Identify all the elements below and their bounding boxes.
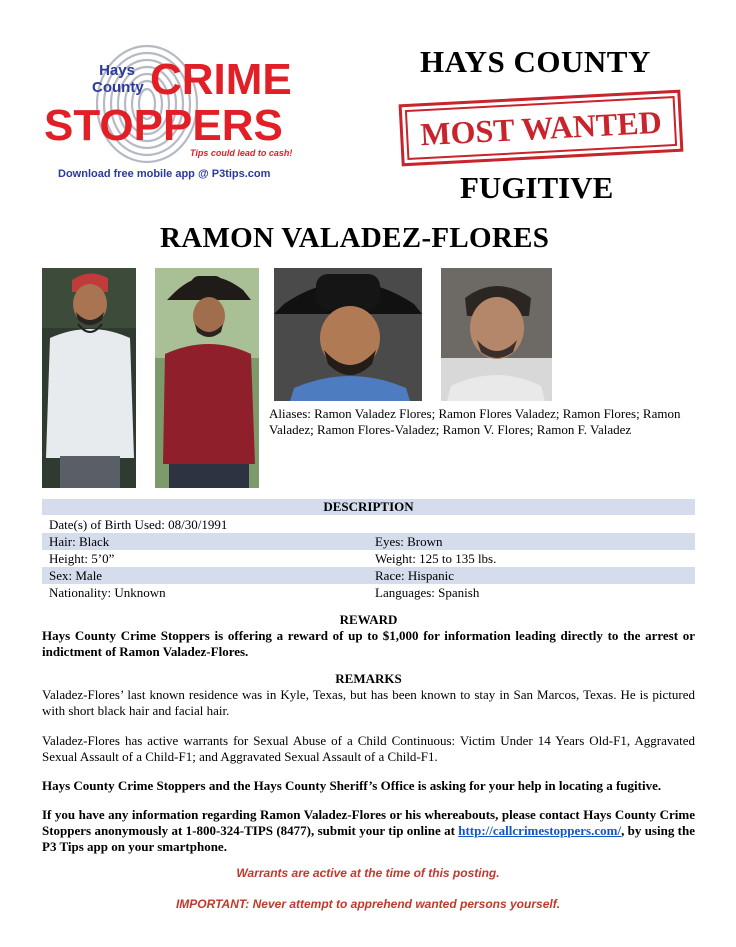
tip-website-link[interactable]: http://callcrimestoppers.com/ (458, 823, 622, 838)
height-value: Height: 5’0” (49, 551, 115, 566)
logo-crime: CRIME (150, 55, 292, 104)
sex-value: Sex: Male (49, 568, 103, 583)
eyes-value: Eyes: Brown (375, 534, 443, 549)
most-wanted-stamp (399, 90, 684, 167)
description-title: DESCRIPTION (42, 499, 695, 515)
reward-title: REWARD (339, 612, 398, 627)
description-table (42, 499, 695, 601)
suspect-photo-2 (155, 268, 259, 488)
logo-stoppers: STOPPERS (44, 101, 283, 150)
logo-download-text: Download free mobile app @ P3tips.com (58, 168, 271, 180)
remarks-paragraph-3: Hays County Crime Stoppers and the Hays County Sheriff’s Office is asking for your help in locating a fugitive. (42, 778, 662, 793)
table-row (42, 516, 695, 533)
reward-section (42, 612, 695, 660)
remarks-paragraph-2: Valadez-Flores has active warrants for Sexual Abuse of a Child Continuous: Victim Under 14 Years Old-F1, Aggravated Sexual Assault of a Child-F1; and Aggravated Sexual Assault of a Child-F1. (42, 733, 695, 764)
logo-tagline: Tips could lead to cash! (190, 148, 293, 158)
aliases-text: Aliases: Ramon Valadez Flores; Ramon Flores Valadez; Ramon Flores; Ramon Valadez; Ramon Flores-Valadez; Ramon V. Flores; Ramon F. Valadez (269, 406, 681, 437)
fugitive-heading: FUGITIVE (460, 170, 614, 205)
suspect-photo-3 (274, 268, 422, 401)
contact-text-end: , by using the P3 Tips app on your smartphone. (42, 823, 695, 854)
languages-value: Languages: Spanish (375, 585, 480, 600)
important-note: IMPORTANT: Never attempt to apprehend wanted persons yourself. (175, 897, 561, 911)
weight-value: Weight: 125 to 135 lbs. (375, 551, 497, 566)
suspect-photo-1 (42, 268, 136, 488)
table-row (42, 533, 695, 550)
crime-stoppers-logo (40, 42, 330, 187)
county-heading: HAYS COUNTY (420, 44, 651, 79)
table-row (42, 584, 695, 601)
remarks-paragraph-1: Valadez-Flores’ last known residence was in Kyle, Texas, but has been known to stay in San Marcos, Texas. He is pictured with short black hair and facial hair. (42, 687, 695, 718)
dob-value: Date(s) of Birth Used: 08/30/1991 (49, 517, 228, 532)
race-value: Race: Hispanic (375, 568, 455, 583)
logo-hays-county: Hays County (92, 62, 144, 96)
remarks-paragraph-4 (42, 807, 695, 855)
fugitive-name: RAMON VALADEZ-FLORES (160, 222, 550, 254)
contact-text: If you have any information regarding Ramon Valadez-Flores or his whereabouts, please contact Hays County Crime Stoppers anonymously at 1-800-324-TIPS (8477), submit your tip online at (42, 807, 695, 838)
hair-value: Hair: Black (49, 534, 110, 549)
most-wanted-label: MOST WANTED (405, 96, 677, 160)
suspect-photo-4 (441, 268, 552, 401)
nationality-value: Nationality: Unknown (49, 585, 166, 600)
remarks-title: REMARKS (335, 671, 402, 686)
warrants-note: Warrants are active at the time of this posting. (236, 866, 500, 880)
table-row (42, 567, 695, 584)
remarks-section (42, 671, 695, 719)
table-row (42, 550, 695, 567)
reward-text: Hays County Crime Stoppers is offering a reward of up to $1,000 for information leading directly to the arrest or indictment of Ramon Valadez-Flores. (42, 628, 695, 659)
